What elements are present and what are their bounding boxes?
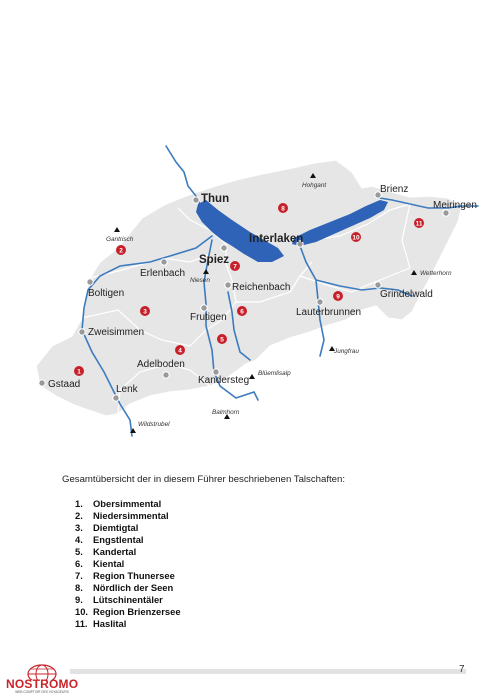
region-marker-10 — [351, 232, 361, 242]
town-dot-lenk — [113, 395, 119, 401]
svg-text:7: 7 — [233, 263, 237, 271]
town-dot-erlenbach — [161, 259, 167, 265]
town-dot-lauterbrunnen — [317, 299, 323, 305]
legend-item — [75, 558, 181, 570]
town-label-lenk: Lenk — [116, 384, 138, 395]
peak-label-hohgant: Hohgant — [302, 182, 327, 189]
page-number: 7 — [459, 664, 465, 675]
peak-label-gantrisch: Gantrisch — [106, 236, 134, 243]
legend-label: Lütschinentäler — [93, 594, 163, 605]
region-marker-11 — [414, 218, 424, 228]
legend-item — [75, 510, 181, 522]
legend-number: 2. — [75, 510, 83, 521]
svg-text:10: 10 — [352, 234, 360, 242]
legend-label: Region Brienzersee — [93, 606, 181, 617]
svg-text:5: 5 — [220, 336, 224, 344]
town-label-reichenbach: Reichenbach — [232, 282, 291, 293]
peak-label-wildstrubel: Wildstrubel — [138, 421, 170, 428]
legend-label: Obersimmental — [93, 498, 162, 509]
town-dot-gstaad — [39, 380, 45, 386]
region-marker-9 — [333, 291, 343, 301]
town-label-interlaken: Interlaken — [249, 233, 304, 245]
legend-label: Diemtigtal — [93, 522, 139, 533]
legend-item — [75, 570, 181, 582]
town-label-gstaad: Gstaad — [48, 379, 81, 390]
legend-label: Nördlich der Seen — [93, 582, 174, 593]
region-marker-4 — [175, 345, 185, 355]
legend-label: Haslital — [93, 618, 127, 629]
region-legend — [75, 498, 181, 630]
town-label-meiringen: Meiringen — [433, 200, 477, 211]
town-label-lauterbrunnen: Lauterbrunnen — [296, 307, 362, 318]
legend-item — [75, 618, 181, 630]
town-dot-zweisimmen — [79, 329, 85, 335]
town-dot-grindelwald — [375, 282, 381, 288]
region-marker-5 — [217, 334, 227, 344]
legend-number: 1. — [75, 498, 83, 509]
legend-item — [75, 546, 181, 558]
river-aare-upper — [166, 146, 200, 204]
legend-number: 8. — [75, 582, 83, 593]
peak-label-niesen: Niesen — [190, 277, 210, 284]
town-dot-frutigen — [201, 305, 207, 311]
town-dot-reichenbach — [225, 282, 231, 288]
peak-icon-gantrisch — [114, 227, 120, 232]
peak-label-jungfrau: Jungfrau — [334, 348, 359, 355]
town-label-thun: Thun — [201, 193, 230, 205]
nostromo-logo — [6, 660, 78, 696]
legend-label: Region Thunersee — [93, 570, 175, 581]
town-label-adelboden: Adelboden — [137, 359, 185, 370]
region-marker-8 — [278, 203, 288, 213]
town-label-boltigen: Boltigen — [88, 288, 125, 299]
peak-label-bluemlisalp: Blüemlisalp — [258, 370, 291, 377]
map-caption: Gesamtübersicht der in diesem Führer beschriebenen Talschaften: — [62, 474, 345, 485]
legend-label: Engstlental — [93, 534, 144, 545]
legend-number: 7. — [75, 570, 83, 581]
legend-label: Kiental — [93, 558, 125, 569]
legend-number: 5. — [75, 546, 83, 557]
legend-item — [75, 522, 181, 534]
region-marker-3 — [140, 306, 150, 316]
town-dot-thun — [193, 197, 199, 203]
logo-tagline: WEB COMPTOIR DES VOYAGEURS — [15, 690, 69, 694]
town-label-grindelwald: Grindelwald — [380, 289, 433, 300]
footer-divider — [70, 669, 466, 674]
svg-text:6: 6 — [240, 308, 244, 316]
peak-icon-bluemlisalp — [249, 374, 255, 379]
region-marker-2 — [116, 245, 126, 255]
town-dot-spiez — [221, 245, 227, 251]
svg-text:9: 9 — [336, 293, 340, 301]
legend-item — [75, 498, 181, 510]
legend-item — [75, 582, 181, 594]
town-label-spiez: Spiez — [199, 254, 230, 266]
legend-number: 11. — [75, 618, 88, 629]
town-label-frutigen: Frutigen — [190, 312, 227, 323]
legend-label: Kandertal — [93, 546, 137, 557]
legend-number: 4. — [75, 534, 83, 545]
region-marker-1 — [74, 366, 84, 376]
region-marker-6 — [237, 306, 247, 316]
peak-label-balmhorn: Balmhorn — [212, 409, 240, 416]
legend-number: 9. — [75, 594, 83, 605]
region-marker-7 — [230, 261, 240, 271]
town-label-brienz: Brienz — [380, 184, 409, 195]
town-dot-adelboden — [163, 372, 169, 378]
town-label-erlenbach: Erlenbach — [140, 268, 186, 279]
svg-text:11: 11 — [415, 220, 423, 228]
legend-number: 6. — [75, 558, 83, 569]
logo-wordmark: NOSTROMO — [6, 677, 79, 691]
svg-text:1: 1 — [77, 368, 81, 376]
svg-text:8: 8 — [281, 205, 285, 213]
legend-item — [75, 606, 181, 618]
peak-label-wetterhorn: Wetterhorn — [420, 270, 452, 277]
legend-item — [75, 594, 181, 606]
svg-text:2: 2 — [119, 247, 123, 255]
svg-text:4: 4 — [178, 347, 182, 355]
svg-text:3: 3 — [143, 308, 147, 316]
town-label-kandersteg: Kandersteg — [198, 375, 250, 386]
legend-number: 3. — [75, 522, 83, 533]
town-dot-boltigen — [87, 279, 93, 285]
legend-item — [75, 534, 181, 546]
legend-label: Niedersimmental — [93, 510, 169, 521]
town-label-zweisimmen: Zweisimmen — [88, 327, 145, 338]
legend-number: 10. — [75, 606, 89, 617]
